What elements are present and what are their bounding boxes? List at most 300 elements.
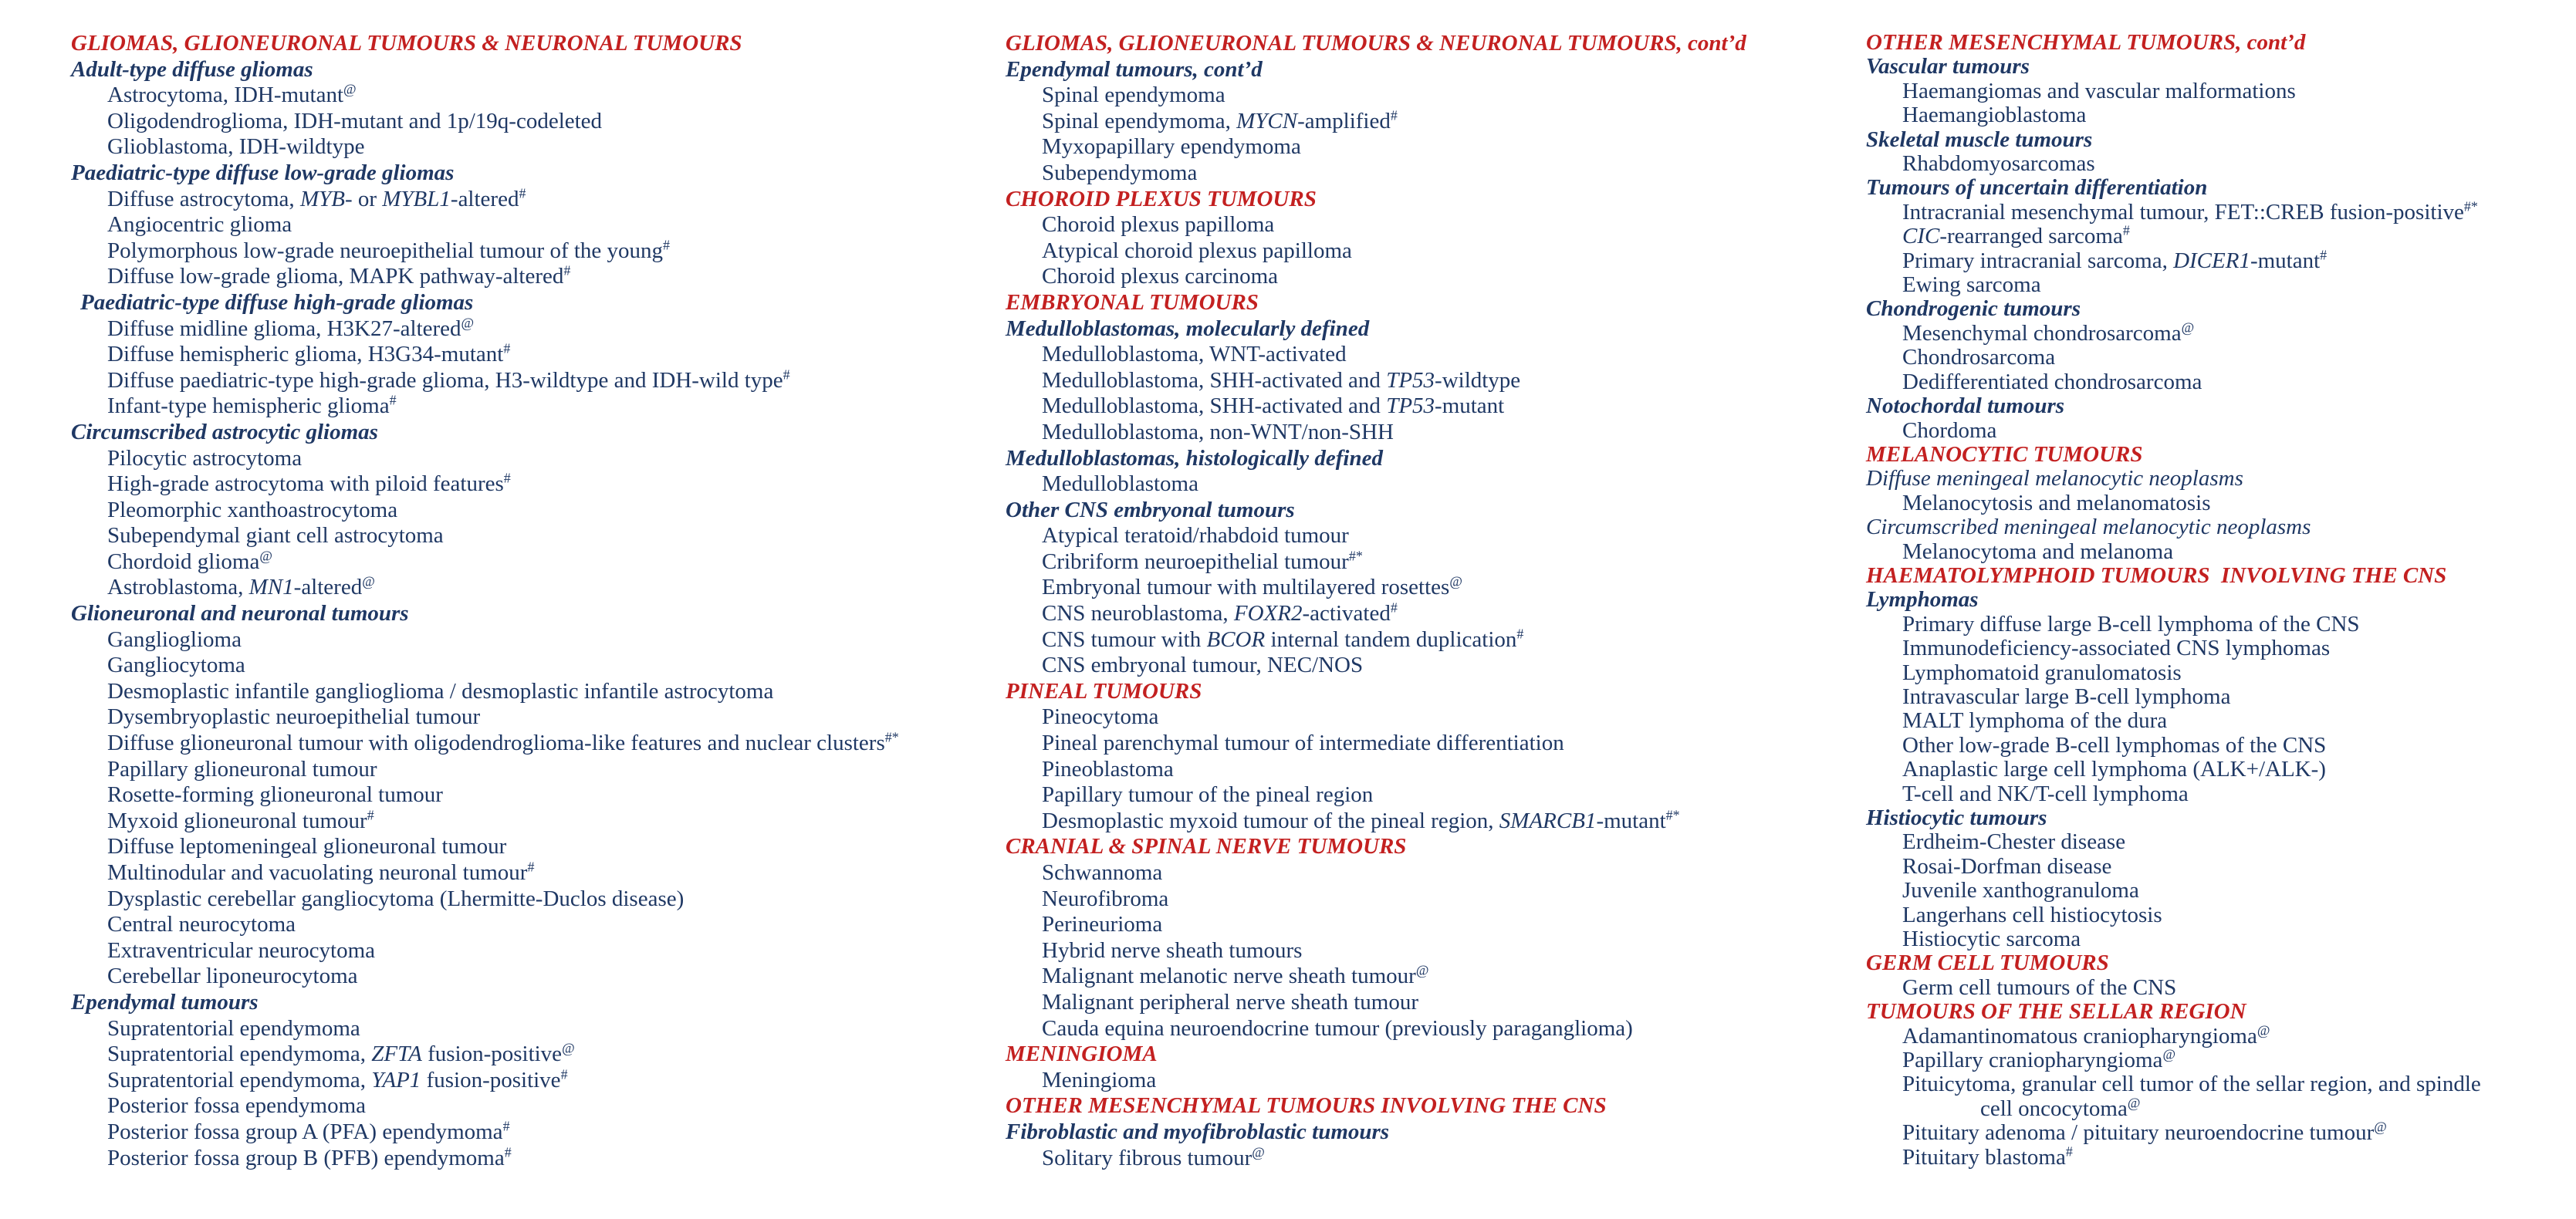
entry-text: CNS neuroblastoma, [1042, 601, 1234, 626]
entry-text: cell oncocytoma [1980, 1096, 2128, 1121]
entry-text: Perineurioma [1042, 912, 1163, 937]
entry-text: Myxoid glioneuronal tumour [107, 808, 367, 833]
annotation-superscript: # [1390, 599, 1398, 616]
entry-text: Haemangiomas and vascular malformations [1902, 78, 2296, 103]
subsection-heading [1006, 316, 1858, 343]
annotation-superscript: @ [2257, 1022, 2270, 1038]
annotation-superscript: @ [2181, 319, 2195, 336]
entry-text: EMBRYONAL TUMOURS [1006, 289, 1259, 315]
entry-text: Diffuse hemispheric glioma, H3G34-mutant [107, 342, 504, 367]
tumour-entry [1006, 109, 1858, 135]
entry-text: Paediatric-type diffuse high-grade gliomas [80, 289, 474, 315]
annotation-superscript: # [563, 262, 571, 279]
tumour-entry [71, 184, 1001, 213]
entry-text: Subependymoma [1042, 160, 1198, 185]
entry-text: Central neurocytoma [107, 912, 296, 937]
entry-text: Infant-type hemispheric glioma [107, 393, 390, 419]
tumour-entry [71, 109, 1001, 135]
annotation-superscript: # [783, 366, 790, 383]
annotation-superscript: @ [362, 573, 375, 589]
entry-text: MALT lymphoma of the dura [1902, 708, 2168, 734]
annotation-superscript: @ [1252, 1143, 1265, 1160]
entry-text: Medulloblastoma, non-WNT/non-SHH [1042, 419, 1394, 444]
tumour-entry [1866, 491, 2576, 515]
subsection-heading [1866, 128, 2576, 152]
subsection-heading [1866, 394, 2576, 418]
entry-text: -altered [450, 186, 519, 211]
annotation-superscript: @ [1449, 573, 1462, 589]
tumour-entry [1866, 1072, 2576, 1096]
tumour-entry [71, 316, 1001, 343]
entry-text: Atypical choroid plexus papilloma [1042, 238, 1352, 263]
tumour-entry [1866, 661, 2576, 685]
entry-text: Cerebellar liponeurocytoma [107, 964, 358, 989]
entry-text: Juvenile xanthogranuloma [1902, 878, 2139, 903]
section-heading [71, 31, 1001, 57]
entry-text: Pilocytic astrocytoma [107, 445, 303, 471]
annotation-superscript: # [2320, 247, 2328, 262]
entry-text: Melanocytoma and melanoma [1902, 539, 2174, 564]
entry-text: Astrocytoma, IDH-mutant [107, 83, 344, 108]
subsection-heading [1866, 55, 2576, 79]
entry-text: Tumours of uncertain differentiation [1866, 175, 2208, 201]
entry-text: CHOROID PLEXUS TUMOURS [1006, 186, 1317, 211]
entry-text: Diffuse low-grade glioma, MAPK pathway-altered [107, 264, 564, 289]
tumour-entry [1866, 152, 2576, 176]
tumour-entry [1006, 575, 1858, 601]
column-1 [71, 31, 1001, 1171]
entry-text: Ependymal tumours [71, 989, 259, 1015]
entry-text: Medulloblastoma, WNT-activated [1042, 342, 1347, 367]
entry-text: OTHER MESENCHYMAL TUMOURS, cont’d [1866, 30, 2306, 55]
entry-text: Supratentorial ependymoma, [107, 1067, 372, 1092]
tumour-entry [1006, 523, 1858, 549]
entry-text: Pituicytoma, granular cell tumor of the sellar region, and spindle [1902, 1072, 2481, 1097]
tumour-entry [71, 498, 1001, 524]
entry-text: Skeletal muscle tumours [1866, 127, 2093, 152]
entry-text: Other CNS embryonal tumours [1006, 497, 1295, 522]
section-heading [1866, 31, 2576, 55]
subsection-heading [1006, 1119, 1858, 1146]
tumour-entry [71, 549, 1001, 576]
entry-text: Diffuse glioneuronal tumour with oligodendroglioma-like features and nuclear clusters [107, 731, 885, 756]
tumour-entry [71, 238, 1001, 265]
entry-text: Oligodendroglioma, IDH-mutant and 1p/19q-codeleted [107, 108, 603, 133]
subsection-heading-italic [1866, 515, 2576, 539]
entry-text: Desmoplastic myxoid tumour of the pineal region, [1042, 808, 1499, 833]
tumour-entry [1006, 964, 1858, 990]
entry-text: Papillary glioneuronal tumour [107, 756, 377, 782]
gene-symbol: TP53 [1386, 393, 1435, 419]
subsection-heading [71, 420, 1001, 446]
tumour-entry [1006, 809, 1858, 835]
annotation-superscript: # [502, 1118, 510, 1134]
gene-symbol: ZFTA [371, 1042, 422, 1067]
tumour-entry [71, 964, 1001, 990]
entry-text: Extraventricular neurocytoma [107, 937, 376, 963]
annotation-superscript: @ [2127, 1095, 2141, 1111]
column-2 [1006, 31, 1858, 1171]
section-heading [1866, 1000, 2576, 1024]
tumour-entry [1006, 420, 1858, 446]
entry-text: Chordoma [1902, 417, 1997, 443]
section-heading [1006, 1042, 1858, 1068]
annotation-superscript: #* [2463, 198, 2478, 214]
tumour-entry [71, 83, 1001, 109]
annotation-superscript: #* [1348, 548, 1363, 564]
annotation-superscript: # [2122, 222, 2130, 238]
tumour-entry [1866, 103, 2576, 127]
tumour-entry [1006, 1016, 1858, 1042]
annotation-superscript: # [504, 1143, 512, 1160]
entry-text: -rearranged sarcoma [1939, 224, 2123, 249]
annotation-superscript: @ [259, 548, 272, 564]
tumour-entry [1866, 198, 2576, 225]
entry-text: Posterior fossa group A (PFA) ependymoma [107, 1119, 503, 1144]
annotation-superscript: # [527, 859, 535, 875]
tumour-entry-continuation [1866, 1097, 2576, 1121]
tumour-entry [1006, 601, 1858, 627]
annotation-superscript: # [503, 340, 511, 356]
entry-text: Diffuse meningeal melanocytic neoplasms [1866, 466, 2243, 491]
entry-text: - or [344, 186, 383, 211]
entry-text: Mesenchymal chondrosarcoma [1902, 320, 2182, 346]
subsection-heading [71, 57, 1001, 83]
tumour-entry [1006, 731, 1858, 757]
tumour-entry [1006, 653, 1858, 679]
annotation-superscript: #* [884, 729, 899, 745]
entry-text: Papillary craniopharyngioma [1902, 1048, 2163, 1073]
entry-text: Anaplastic large cell lymphoma (ALK+/ALK-) [1902, 757, 2326, 782]
tumour-entry [1006, 368, 1858, 394]
section-heading [1006, 1093, 1858, 1119]
entry-text: Solitary fibrous tumour [1042, 1145, 1253, 1170]
subsection-heading [71, 990, 1001, 1016]
entry-text: Ewing sarcoma [1902, 272, 2041, 298]
entry-text: CNS embryonal tumour, NEC/NOS [1042, 653, 1364, 678]
entry-text: Fibroblastic and myofibroblastic tumours [1006, 1119, 1390, 1144]
entry-text: Astroblastoma, [107, 575, 249, 600]
section-heading [1866, 951, 2576, 975]
annotation-superscript: # [389, 392, 397, 408]
entry-text: Ganglioglioma [107, 626, 242, 652]
tumour-entry [1006, 549, 1858, 576]
tumour-entry [71, 809, 1001, 835]
tumour-entry [1006, 134, 1858, 160]
tumour-entry [1866, 540, 2576, 564]
entry-text: Schwannoma [1042, 860, 1163, 885]
entry-text: Meningioma [1042, 1067, 1157, 1092]
tumour-entry [1006, 264, 1858, 290]
tumour-entry [1006, 1143, 1858, 1172]
subsection-heading [1866, 806, 2576, 830]
entry-text: GERM CELL TUMOURS [1866, 951, 2109, 976]
entry-text: -activated [1302, 601, 1391, 626]
section-heading [1006, 31, 1858, 57]
column-3 [1866, 31, 2576, 1170]
entry-text: Cribriform neuroepithelial tumour [1042, 549, 1349, 574]
entry-text: Polymorphous low-grade neuroepithelial tumour of the young [107, 238, 664, 263]
gene-symbol: BCOR [1206, 626, 1266, 652]
tumour-entry [1866, 709, 2576, 733]
entry-text: Pleomorphic xanthoastrocytoma [107, 497, 398, 522]
tumour-entry [1006, 471, 1858, 498]
entry-text: Medulloblastomas, molecularly defined [1006, 316, 1370, 341]
tumour-entry [1866, 1121, 2576, 1145]
annotation-superscript: # [1516, 626, 1524, 641]
entry-text: Dedifferentiated chondrosarcoma [1902, 369, 2202, 394]
tumour-entry [1866, 879, 2576, 903]
tumour-entry [1866, 273, 2576, 297]
tumour-entry [1866, 370, 2576, 394]
entry-text: TUMOURS OF THE SELLAR REGION [1866, 999, 2246, 1025]
tumour-entry [71, 1016, 1001, 1042]
entry-text: Angiocentric glioma [107, 212, 292, 238]
tumour-entry [1866, 637, 2576, 660]
subsection-heading [1866, 588, 2576, 612]
entry-text: Histiocytic sarcoma [1902, 927, 2081, 952]
entry-text: Dysembryoplastic neuroepithelial tumour [107, 704, 481, 730]
tumour-entry [71, 1143, 1001, 1172]
annotation-superscript: @ [461, 314, 475, 330]
tumour-entry [71, 523, 1001, 549]
tumour-entry [1866, 249, 2576, 273]
entry-text: Vascular tumours [1866, 54, 2030, 79]
tumour-entry [71, 575, 1001, 601]
tumour-entry [1006, 938, 1858, 964]
tumour-entry [1866, 976, 2576, 1000]
entry-text: -amplified [1297, 108, 1391, 133]
tumour-entry [1006, 990, 1858, 1016]
tumour-entry [71, 446, 1001, 472]
annotation-superscript: @ [343, 81, 357, 97]
tumour-entry [1006, 627, 1858, 653]
tumour-entry [1006, 860, 1858, 886]
entry-text: Diffuse astrocytoma, [107, 186, 300, 211]
gene-symbol: CIC [1902, 224, 1940, 249]
entry-text: Glioneuronal and neuronal tumours [71, 601, 409, 626]
tumour-entry [71, 679, 1001, 705]
tumour-entry [1866, 1143, 2576, 1170]
entry-text: Chordoid glioma [107, 549, 260, 574]
tumour-entry [71, 212, 1001, 238]
tumour-entry [1866, 79, 2576, 103]
tumour-entry [1866, 830, 2576, 854]
entry-text: Myxopapillary ependymoma [1042, 134, 1301, 160]
tumour-entry [1006, 238, 1858, 265]
tumour-entry [71, 1042, 1001, 1068]
entry-text: Lymphomatoid granulomatosis [1902, 660, 2182, 685]
entry-text: Atypical teratoid/rhabdoid tumour [1042, 523, 1349, 549]
entry-text: Medulloblastoma [1042, 471, 1198, 497]
entry-text: Circumscribed astrocytic gliomas [71, 419, 378, 444]
entry-text: OTHER MESENCHYMAL TUMOURS INVOLVING THE CNS [1006, 1093, 1607, 1119]
tumour-entry [1866, 613, 2576, 637]
gene-symbol: MYB [299, 186, 345, 211]
entry-text: Adult-type diffuse gliomas [71, 56, 313, 82]
entry-text: Rosette-forming glioneuronal tumour [107, 782, 443, 808]
annotation-superscript: # [367, 807, 374, 823]
subsection-heading [1006, 446, 1858, 472]
tumour-entry [1866, 903, 2576, 927]
tumour-entry [71, 912, 1001, 938]
gene-symbol: SMARCB1 [1499, 808, 1597, 833]
tumour-entry [1006, 912, 1858, 938]
tumour-entry [1006, 160, 1858, 187]
tumour-entry [1866, 419, 2576, 443]
subsection-heading [71, 601, 1001, 627]
tumour-entry [1006, 212, 1858, 238]
tumour-entry [1866, 855, 2576, 879]
entry-text: Diffuse paediatric-type high-grade glioma, H3-wildtype and IDH-wild type [107, 367, 783, 393]
gene-symbol: DICER1 [2173, 248, 2250, 273]
tumour-entry [71, 368, 1001, 394]
entry-text: Cauda equina neuroendocrine tumour (previously paraganglioma) [1042, 1015, 1633, 1041]
tumour-entry [1866, 346, 2576, 370]
tumour-entry [71, 886, 1001, 913]
annotation-superscript: # [2065, 1143, 2073, 1160]
tumour-entry [71, 938, 1001, 964]
entry-text: fusion-positive [421, 1067, 561, 1092]
entry-text: Pituitary blastoma [1902, 1144, 2066, 1170]
entry-text: HAEMATOLYMPHOID TUMOURS INVOLVING THE CNS [1866, 562, 2447, 588]
entry-text: Intracranial mesenchymal tumour, FET::CREB fusion-positive [1902, 199, 2464, 225]
subsection-heading [1006, 57, 1858, 83]
entry-text: Circumscribed meningeal melanocytic neoplasms [1866, 515, 2311, 540]
entry-text: Diffuse midline glioma, H3K27-altered [107, 316, 461, 341]
entry-text: Desmoplastic infantile ganglioglioma / desmoplastic infantile astrocytoma [107, 678, 774, 704]
entry-text: Subependymal giant cell astrocytoma [107, 523, 444, 549]
section-heading [1006, 834, 1858, 860]
section-heading [1866, 564, 2576, 588]
entry-text: T-cell and NK/T-cell lymphoma [1902, 781, 2189, 806]
entry-text: Malignant peripheral nerve sheath tumour [1042, 989, 1419, 1015]
entry-text: Supratentorial ependymoma [107, 1015, 360, 1041]
entry-text: CNS tumour with [1042, 626, 1207, 652]
annotation-superscript: #* [1665, 807, 1680, 823]
entry-text: Medulloblastoma, SHH-activated and [1042, 367, 1387, 393]
annotation-superscript: @ [2374, 1119, 2387, 1135]
tumour-entry [71, 1119, 1001, 1146]
tumour-entry [71, 704, 1001, 731]
entry-text: Other low-grade B-cell lymphomas of the CNS [1902, 732, 2327, 758]
entry-text: Embryonal tumour with multilayered rosettes [1042, 575, 1450, 600]
tumour-entry [71, 264, 1001, 290]
tumour-entry [71, 471, 1001, 498]
entry-text: Choroid plexus papilloma [1042, 212, 1275, 238]
annotation-superscript: @ [2162, 1046, 2175, 1062]
entry-text: Medulloblastomas, histologically defined [1006, 445, 1383, 471]
tumour-entry [71, 393, 1001, 420]
entry-text: Pineocytoma [1042, 704, 1159, 730]
entry-text: GLIOMAS, GLIONEURONAL TUMOURS & NEURONAL TUMOURS [71, 31, 742, 56]
entry-text: Langerhans cell histiocytosis [1902, 902, 2162, 927]
entry-text: Posterior fossa ependymoma [107, 1093, 367, 1119]
entry-text: Haemangioblastoma [1902, 103, 2087, 128]
annotation-superscript: @ [562, 1040, 575, 1056]
entry-text: Immunodeficiency-associated CNS lymphomas [1902, 636, 2331, 661]
tumour-entry [71, 782, 1001, 809]
annotation-superscript: # [503, 470, 511, 486]
annotation-superscript: # [663, 237, 671, 253]
subsection-heading [1866, 176, 2576, 200]
gene-symbol: FOXR2 [1233, 601, 1303, 626]
entry-text: Malignant melanotic nerve sheath tumour [1042, 964, 1416, 989]
entry-text: Spinal ependymoma, [1042, 108, 1237, 133]
tumour-entry [1866, 1048, 2576, 1072]
entry-text: High-grade astrocytoma with piloid features [107, 471, 504, 497]
entry-text: Histiocytic tumours [1866, 805, 2047, 830]
entry-text: Gangliocytoma [107, 653, 245, 678]
entry-text: internal tandem duplication [1265, 626, 1517, 652]
subsection-heading [1866, 297, 2576, 321]
entry-text: Melanocytosis and melanomatosis [1902, 490, 2211, 515]
entry-text: -mutant [1596, 808, 1666, 833]
entry-text: Erdheim-Chester disease [1902, 829, 2126, 855]
tumour-entry [71, 757, 1001, 783]
entry-text: Papillary tumour of the pineal region [1042, 782, 1374, 808]
entry-text: CRANIAL & SPINAL NERVE TUMOURS [1006, 834, 1407, 859]
gene-symbol: MYCN [1236, 108, 1298, 133]
tumour-entry [71, 1093, 1001, 1119]
entry-text: Neurofibroma [1042, 886, 1169, 911]
tumour-entry [71, 627, 1001, 653]
entry-text: -altered [293, 575, 363, 600]
entry-text: Primary intracranial sarcoma, [1902, 248, 2174, 273]
entry-text: MELANOCYTIC TUMOURS [1866, 441, 2143, 467]
tumour-entry [1006, 886, 1858, 913]
gene-symbol: TP53 [1386, 367, 1435, 393]
tumour-entry [1006, 342, 1858, 368]
entry-text: -mutant [2250, 248, 2321, 273]
entry-text: Notochordal tumours [1866, 393, 2065, 419]
tumour-entry [1006, 757, 1858, 783]
tumour-entry [1866, 319, 2576, 346]
tumour-entry [1866, 734, 2576, 758]
entry-text: PINEAL TUMOURS [1006, 678, 1202, 704]
subsection-heading [71, 290, 1001, 316]
gene-symbol: YAP1 [371, 1067, 421, 1092]
entry-text: Pituitary adenoma / pituitary neuroendocrine tumour [1902, 1120, 2375, 1146]
tumour-entry [1006, 393, 1858, 420]
entry-text: Rosai-Dorfman disease [1902, 853, 2112, 879]
tumour-entry [1866, 1022, 2576, 1048]
gene-symbol: MN1 [248, 575, 294, 600]
entry-text: Primary diffuse large B-cell lymphoma of the CNS [1902, 611, 2360, 637]
entry-text: Pineal parenchymal tumour of intermediate differentiation [1042, 731, 1564, 756]
tumour-entry [71, 834, 1001, 860]
entry-text: Hybrid nerve sheath tumours [1042, 937, 1303, 963]
tumour-entry [71, 1068, 1001, 1094]
section-heading [1006, 679, 1858, 705]
entry-text: Chondrogenic tumours [1866, 296, 2081, 322]
entry-text: Germ cell tumours of the CNS [1902, 974, 2177, 1000]
tumour-entry [1866, 782, 2576, 806]
subsection-heading-italic [1866, 467, 2576, 491]
entry-text: Dysplastic cerebellar gangliocytoma (Lhermitte-Duclos disease) [107, 886, 685, 911]
tumour-entry [1006, 1068, 1858, 1094]
entry-text: fusion-positive [421, 1042, 563, 1067]
tumour-entry [1006, 782, 1858, 809]
entry-text: Intravascular large B-cell lymphoma [1902, 684, 2231, 709]
tumour-entry [71, 134, 1001, 160]
entry-text: GLIOMAS, GLIONEURONAL TUMOURS & NEURONAL TUMOURS, cont’d [1006, 31, 1746, 56]
section-heading [1006, 290, 1858, 316]
entry-text: -wildtype [1435, 367, 1521, 393]
entry-text: Choroid plexus carcinoma [1042, 264, 1279, 289]
entry-text: Lymphomas [1866, 587, 1979, 613]
annotation-superscript: # [519, 184, 526, 201]
